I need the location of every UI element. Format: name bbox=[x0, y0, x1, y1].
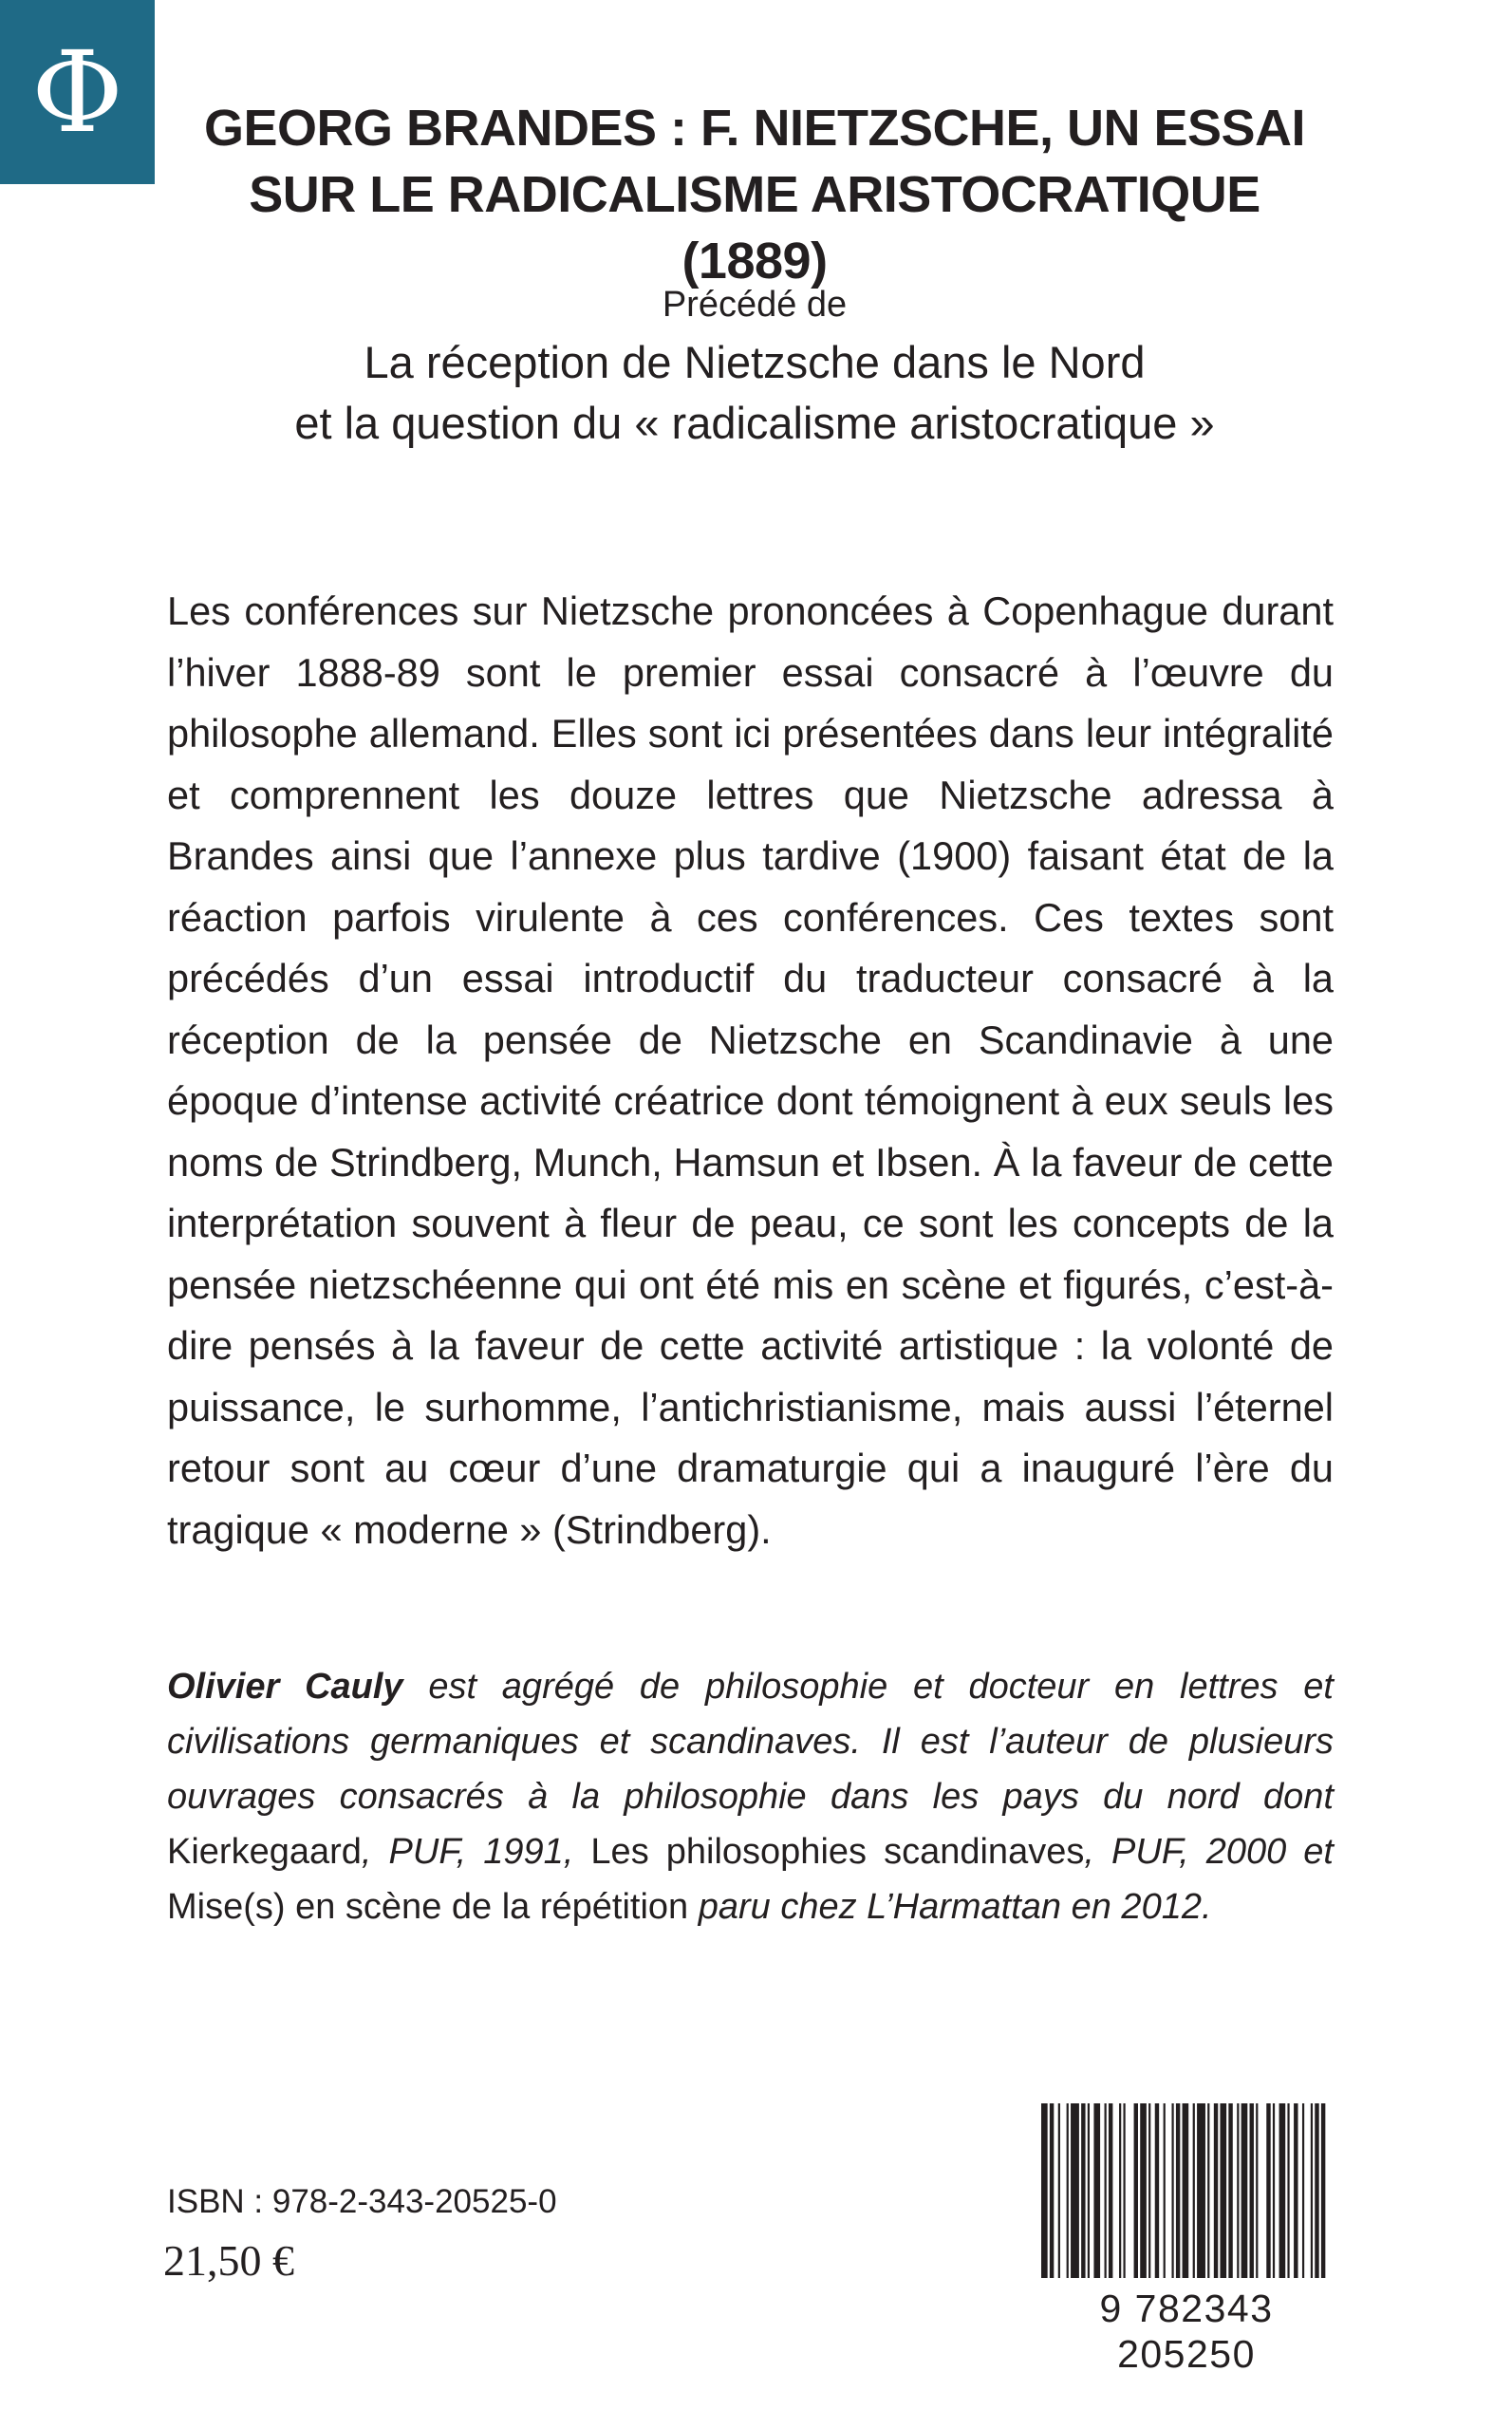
work-title-3: Mise(s) en scène de la répétition bbox=[167, 1887, 689, 1927]
subtitle-line-1: La réception de Nietzsche dans le Nord bbox=[364, 337, 1146, 387]
barcode-icon bbox=[1041, 2103, 1332, 2278]
subtitle-line-2: et la question du « radicalisme aristocratique » bbox=[294, 398, 1215, 448]
isbn: ISBN : 978-2-343-20525-0 bbox=[167, 2183, 557, 2220]
author-name: Olivier Cauly bbox=[167, 1667, 403, 1707]
author-bio-text-3: , PUF, 2000 et bbox=[1084, 1832, 1334, 1872]
title-line-1: GEORG BRANDES : F. NIETZSCHE, UN ESSAI bbox=[203, 100, 1306, 157]
subtitle bbox=[180, 332, 1329, 454]
price: 21,50 € bbox=[163, 2236, 294, 2285]
barcode-digits: 9 782343 205250 bbox=[1099, 2287, 1274, 2376]
author-bio bbox=[167, 1659, 1334, 1934]
work-title-2: Les philosophies scandinaves bbox=[590, 1832, 1085, 1872]
author-bio-text-1: est agrégé de philosophie et docteur en lettres et civilisations germaniques et scandinaves. Il est l’auteur de plusieurs ouvrages consacrés à la philosophie dans les pays du nord dont bbox=[167, 1667, 1334, 1817]
author-bio-text-4: paru chez L’Harmattan en 2012. bbox=[688, 1887, 1212, 1927]
publisher-logo bbox=[0, 0, 155, 184]
book-description: Les conférences sur Nietzsche prononcées à Copenhague durant l’hiver 1888-89 sont le premier essai consacré à l’œuvre du philosophe allemand. Elles sont ici présentées dans leur intégralité et comprennent les douze lettres que Nietzsche adressa à Brandes ainsi que l’annexe plus tardive (1900) faisant état de la réaction parfois virulente à ces conférences. Ces textes sont précédés d’un essai introductif du traducteur consacré à la réception de la pensée de Nietzsche en Scandinavie à une époque d’intense activité créatrice dont témoignent à eux seuls les noms de Strindberg, Munch, Hamsun et Ibsen. À la faveur de cette interprétation souvent à fleur de peau, ce sont les concepts de la pensée nietzschéenne qui ont été mis en scène et figurés, c’est-à-dire pensés à la faveur de cette activité artistique : la volonté de puissance, le surhomme, l’antichristianisme, mais aussi l’éternel retour sont au cœur d’une dramaturgie qui a inauguré l’ère du tragique « moderne » (Strindberg). bbox=[167, 588, 1334, 1552]
preceded-label: Précédé de bbox=[662, 285, 848, 325]
title-line-2: SUR LE RADICALISME ARISTOCRATIQUE (1889) bbox=[249, 166, 1260, 289]
work-title-1: Kierkegaard bbox=[167, 1832, 362, 1872]
phi-logo-icon: Φ bbox=[31, 27, 123, 158]
author-bio-text-2: , PUF, 1991, bbox=[361, 1832, 591, 1872]
book-title bbox=[180, 95, 1329, 294]
